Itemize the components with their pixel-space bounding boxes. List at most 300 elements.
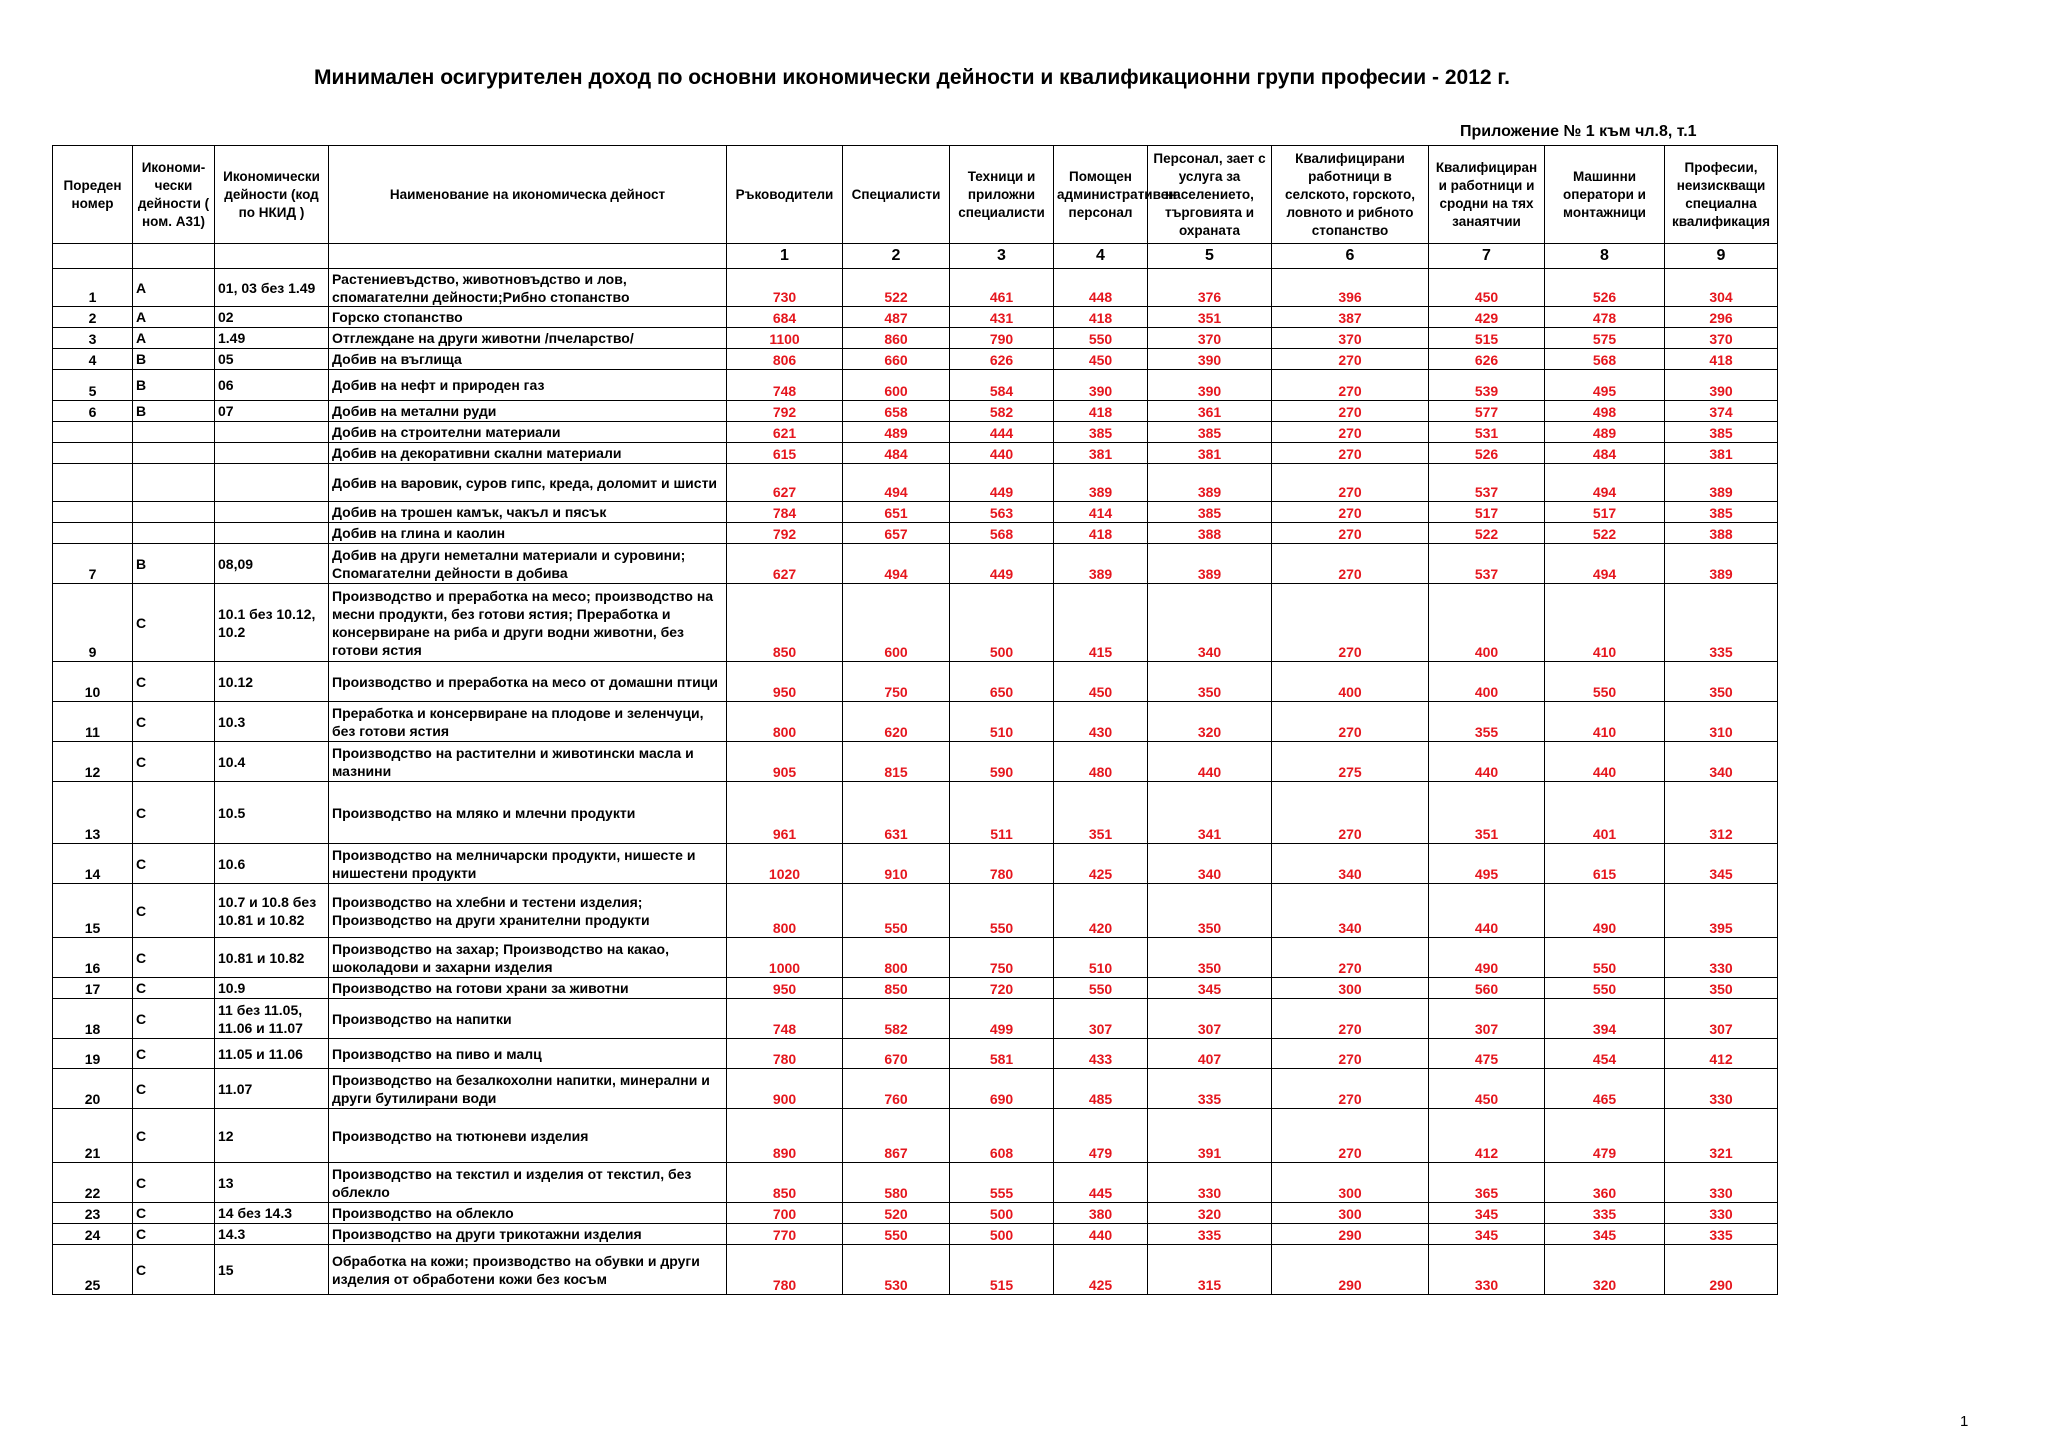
row-value-g1: 806 — [727, 349, 843, 370]
row-value-g7: 475 — [1429, 1039, 1545, 1069]
row-value-g1: 780 — [727, 1039, 843, 1069]
row-value-g3: 510 — [950, 702, 1054, 742]
row-value-g5: 370 — [1148, 328, 1272, 349]
row-value-g7: 351 — [1429, 782, 1545, 844]
row-value-g7: 517 — [1429, 502, 1545, 523]
header-name: Наименование на икономическа дейност — [329, 146, 727, 244]
row-activity-name: Добив на трошен камък, чакъл и пясък — [329, 502, 727, 523]
row-value-g2: 657 — [843, 523, 950, 544]
row-value-g6: 387 — [1272, 307, 1429, 328]
header-row — [53, 146, 1778, 244]
header-g7: Квалифициран и работници и сродни на тях занаятчии — [1429, 146, 1545, 244]
table-row — [53, 464, 1778, 502]
row-value-g1: 615 — [727, 443, 843, 464]
row-value-g6: 290 — [1272, 1245, 1429, 1295]
row-value-g9: 296 — [1665, 307, 1778, 328]
row-value-g2: 910 — [843, 844, 950, 884]
row-a31-code: C — [133, 742, 215, 782]
row-value-g7: 495 — [1429, 844, 1545, 884]
row-value-g7: 526 — [1429, 443, 1545, 464]
table-row — [53, 307, 1778, 328]
row-value-g6: 270 — [1272, 938, 1429, 978]
row-value-g3: 431 — [950, 307, 1054, 328]
row-a31-code — [133, 422, 215, 443]
row-value-g4: 380 — [1054, 1203, 1148, 1224]
row-value-g5: 385 — [1148, 422, 1272, 443]
colnum-5: 5 — [1148, 244, 1272, 269]
row-value-g4: 415 — [1054, 584, 1148, 662]
row-value-g6: 270 — [1272, 1039, 1429, 1069]
row-value-g9: 330 — [1665, 938, 1778, 978]
row-value-g7: 345 — [1429, 1224, 1545, 1245]
row-value-g3: 581 — [950, 1039, 1054, 1069]
row-value-g8: 489 — [1545, 422, 1665, 443]
row-value-g8: 335 — [1545, 1203, 1665, 1224]
row-a31-code: C — [133, 584, 215, 662]
row-value-g5: 350 — [1148, 884, 1272, 938]
row-nkid-code: 11.07 — [215, 1069, 329, 1109]
row-value-g7: 307 — [1429, 999, 1545, 1039]
colnum-4: 4 — [1054, 244, 1148, 269]
row-value-g2: 620 — [843, 702, 950, 742]
colnum-1: 1 — [727, 244, 843, 269]
row-value-g6: 270 — [1272, 999, 1429, 1039]
table-row — [53, 884, 1778, 938]
row-a31-code: C — [133, 782, 215, 844]
row-value-g3: 550 — [950, 884, 1054, 938]
row-nkid-code — [215, 464, 329, 502]
row-value-g3: 500 — [950, 584, 1054, 662]
row-index: 11 — [53, 702, 133, 742]
row-value-g6: 270 — [1272, 349, 1429, 370]
row-value-g4: 480 — [1054, 742, 1148, 782]
row-value-g8: 410 — [1545, 702, 1665, 742]
table-row — [53, 544, 1778, 584]
row-nkid-code: 05 — [215, 349, 329, 370]
row-value-g9: 390 — [1665, 370, 1778, 401]
row-nkid-code: 14 без 14.3 — [215, 1203, 329, 1224]
row-value-g8: 478 — [1545, 307, 1665, 328]
row-value-g6: 275 — [1272, 742, 1429, 782]
row-value-g4: 510 — [1054, 938, 1148, 978]
table-row — [53, 742, 1778, 782]
row-a31-code — [133, 523, 215, 544]
row-nkid-code: 10.4 — [215, 742, 329, 782]
row-activity-name: Производство на текстил и изделия от текстил, без облекло — [329, 1163, 727, 1203]
row-value-g9: 345 — [1665, 844, 1778, 884]
row-value-g6: 270 — [1272, 523, 1429, 544]
row-value-g5: 340 — [1148, 584, 1272, 662]
row-value-g2: 487 — [843, 307, 950, 328]
row-index — [53, 464, 133, 502]
row-value-g1: 627 — [727, 544, 843, 584]
row-value-g7: 400 — [1429, 662, 1545, 702]
row-value-g2: 580 — [843, 1163, 950, 1203]
row-value-g4: 420 — [1054, 884, 1148, 938]
header-a31: Икономи- чески дейности ( ном. А31) — [133, 146, 215, 244]
row-activity-name: Добив на варовик, суров гипс, креда, доломит и шисти — [329, 464, 727, 502]
row-value-g4: 448 — [1054, 269, 1148, 307]
row-value-g4: 550 — [1054, 978, 1148, 999]
row-value-g9: 395 — [1665, 884, 1778, 938]
row-index — [53, 502, 133, 523]
colnum-empty — [133, 244, 215, 269]
row-a31-code — [133, 443, 215, 464]
row-value-g7: 577 — [1429, 401, 1545, 422]
row-value-g3: 511 — [950, 782, 1054, 844]
row-index: 19 — [53, 1039, 133, 1069]
row-value-g6: 270 — [1272, 1069, 1429, 1109]
row-activity-name: Производство на захар; Производство на какао, шоколадови и захарни изделия — [329, 938, 727, 978]
row-value-g5: 307 — [1148, 999, 1272, 1039]
row-value-g2: 867 — [843, 1109, 950, 1163]
row-index: 25 — [53, 1245, 133, 1295]
row-a31-code: B — [133, 544, 215, 584]
row-value-g4: 550 — [1054, 328, 1148, 349]
row-value-g4: 418 — [1054, 523, 1148, 544]
row-a31-code: A — [133, 328, 215, 349]
row-value-g4: 485 — [1054, 1069, 1148, 1109]
row-value-g7: 450 — [1429, 1069, 1545, 1109]
row-value-g4: 418 — [1054, 401, 1148, 422]
row-a31-code: C — [133, 1203, 215, 1224]
row-value-g2: 658 — [843, 401, 950, 422]
row-value-g5: 315 — [1148, 1245, 1272, 1295]
row-value-g1: 905 — [727, 742, 843, 782]
row-value-g9: 335 — [1665, 1224, 1778, 1245]
row-nkid-code: 11 без 11.05, 11.06 и 11.07 — [215, 999, 329, 1039]
row-value-g5: 341 — [1148, 782, 1272, 844]
colnum-3: 3 — [950, 244, 1054, 269]
row-value-g8: 490 — [1545, 884, 1665, 938]
row-a31-code: B — [133, 349, 215, 370]
row-value-g2: 660 — [843, 349, 950, 370]
row-value-g9: 412 — [1665, 1039, 1778, 1069]
colnum-empty — [215, 244, 329, 269]
table-row — [53, 401, 1778, 422]
table-row — [53, 938, 1778, 978]
row-value-g8: 454 — [1545, 1039, 1665, 1069]
row-value-g5: 407 — [1148, 1039, 1272, 1069]
row-value-g5: 345 — [1148, 978, 1272, 999]
row-value-g2: 651 — [843, 502, 950, 523]
row-value-g7: 450 — [1429, 269, 1545, 307]
row-nkid-code: 10.12 — [215, 662, 329, 702]
row-index: 1 — [53, 269, 133, 307]
row-nkid-code: 13 — [215, 1163, 329, 1203]
row-value-g3: 449 — [950, 544, 1054, 584]
row-value-g1: 1020 — [727, 844, 843, 884]
row-nkid-code: 15 — [215, 1245, 329, 1295]
row-value-g9: 350 — [1665, 978, 1778, 999]
row-nkid-code — [215, 443, 329, 464]
row-value-g9: 330 — [1665, 1163, 1778, 1203]
row-value-g4: 414 — [1054, 502, 1148, 523]
row-value-g1: 780 — [727, 1245, 843, 1295]
row-value-g9: 330 — [1665, 1203, 1778, 1224]
row-value-g8: 410 — [1545, 584, 1665, 662]
table-row — [53, 370, 1778, 401]
row-nkid-code: 07 — [215, 401, 329, 422]
row-value-g3: 500 — [950, 1224, 1054, 1245]
row-value-g6: 300 — [1272, 1163, 1429, 1203]
row-nkid-code: 10.6 — [215, 844, 329, 884]
row-activity-name: Преработка и консервиране на плодове и зеленчуци, без готови ястия — [329, 702, 727, 742]
row-activity-name: Добив на метални руди — [329, 401, 727, 422]
row-a31-code: C — [133, 1109, 215, 1163]
row-value-g7: 412 — [1429, 1109, 1545, 1163]
row-value-g5: 340 — [1148, 844, 1272, 884]
table-row — [53, 443, 1778, 464]
row-value-g9: 340 — [1665, 742, 1778, 782]
row-index: 20 — [53, 1069, 133, 1109]
row-activity-name: Производство на мляко и млечни продукти — [329, 782, 727, 844]
row-activity-name: Добив на други неметални материали и суровини; Спомагателни дейности в добива — [329, 544, 727, 584]
row-value-g9: 321 — [1665, 1109, 1778, 1163]
row-value-g6: 270 — [1272, 401, 1429, 422]
row-activity-name: Производство на други трикотажни изделия — [329, 1224, 727, 1245]
row-a31-code: C — [133, 938, 215, 978]
row-index: 22 — [53, 1163, 133, 1203]
table-row — [53, 1109, 1778, 1163]
row-value-g9: 385 — [1665, 502, 1778, 523]
row-value-g9: 418 — [1665, 349, 1778, 370]
row-value-g6: 300 — [1272, 1203, 1429, 1224]
row-value-g4: 450 — [1054, 349, 1148, 370]
row-value-g7: 539 — [1429, 370, 1545, 401]
row-activity-name: Производство на растителни и животински масла и мазнини — [329, 742, 727, 782]
colnum-8: 8 — [1545, 244, 1665, 269]
row-value-g5: 388 — [1148, 523, 1272, 544]
row-activity-name: Производство на облекло — [329, 1203, 727, 1224]
income-table — [52, 145, 1778, 1295]
row-value-g3: 584 — [950, 370, 1054, 401]
row-a31-code: C — [133, 1163, 215, 1203]
table-row — [53, 584, 1778, 662]
row-activity-name: Производство на пиво и малц — [329, 1039, 727, 1069]
table-row — [53, 662, 1778, 702]
row-value-g9: 290 — [1665, 1245, 1778, 1295]
row-value-g3: 608 — [950, 1109, 1054, 1163]
row-a31-code: A — [133, 307, 215, 328]
row-activity-name: Обработка на кожи; производство на обувки и други изделия от обработени кожи без косъм — [329, 1245, 727, 1295]
row-value-g3: 440 — [950, 443, 1054, 464]
row-value-g8: 526 — [1545, 269, 1665, 307]
row-value-g5: 330 — [1148, 1163, 1272, 1203]
row-value-g6: 290 — [1272, 1224, 1429, 1245]
row-index: 5 — [53, 370, 133, 401]
header-g4: Помощен административен персонал — [1054, 146, 1148, 244]
row-value-g4: 390 — [1054, 370, 1148, 401]
row-value-g4: 445 — [1054, 1163, 1148, 1203]
row-value-g7: 560 — [1429, 978, 1545, 999]
row-value-g2: 600 — [843, 370, 950, 401]
row-value-g4: 430 — [1054, 702, 1148, 742]
row-value-g5: 350 — [1148, 662, 1272, 702]
row-value-g7: 522 — [1429, 523, 1545, 544]
row-value-g7: 440 — [1429, 742, 1545, 782]
row-value-g9: 307 — [1665, 999, 1778, 1039]
row-value-g6: 270 — [1272, 1109, 1429, 1163]
row-activity-name: Добив на въглища — [329, 349, 727, 370]
row-value-g3: 515 — [950, 1245, 1054, 1295]
row-nkid-code: 10.81 и 10.82 — [215, 938, 329, 978]
table-row — [53, 523, 1778, 544]
row-value-g6: 270 — [1272, 422, 1429, 443]
row-nkid-code: 10.9 — [215, 978, 329, 999]
table-row — [53, 702, 1778, 742]
row-value-g1: 1100 — [727, 328, 843, 349]
row-value-g6: 270 — [1272, 370, 1429, 401]
colnum-2: 2 — [843, 244, 950, 269]
row-nkid-code — [215, 422, 329, 443]
table-row — [53, 1203, 1778, 1224]
row-value-g8: 495 — [1545, 370, 1665, 401]
row-value-g1: 1000 — [727, 938, 843, 978]
table-row — [53, 844, 1778, 884]
table-row — [53, 782, 1778, 844]
row-a31-code: C — [133, 702, 215, 742]
table-row — [53, 502, 1778, 523]
row-value-g3: 500 — [950, 1203, 1054, 1224]
row-value-g5: 335 — [1148, 1069, 1272, 1109]
row-value-g2: 815 — [843, 742, 950, 782]
row-nkid-code: 01, 03 без 1.49 — [215, 269, 329, 307]
row-value-g6: 340 — [1272, 884, 1429, 938]
row-value-g8: 568 — [1545, 349, 1665, 370]
row-activity-name: Добив на нефт и природен газ — [329, 370, 727, 401]
row-value-g6: 270 — [1272, 443, 1429, 464]
row-value-g1: 684 — [727, 307, 843, 328]
row-value-g9: 312 — [1665, 782, 1778, 844]
row-value-g3: 690 — [950, 1069, 1054, 1109]
row-value-g5: 390 — [1148, 349, 1272, 370]
row-value-g2: 582 — [843, 999, 950, 1039]
row-value-g5: 389 — [1148, 544, 1272, 584]
row-value-g7: 626 — [1429, 349, 1545, 370]
row-value-g5: 390 — [1148, 370, 1272, 401]
row-value-g1: 792 — [727, 401, 843, 422]
row-value-g2: 550 — [843, 884, 950, 938]
row-value-g1: 961 — [727, 782, 843, 844]
row-value-g3: 626 — [950, 349, 1054, 370]
row-nkid-code — [215, 502, 329, 523]
row-value-g4: 418 — [1054, 307, 1148, 328]
header-g8: Машинни оператори и монтажници — [1545, 146, 1665, 244]
header-idx: Пореден номер — [53, 146, 133, 244]
row-value-g6: 270 — [1272, 782, 1429, 844]
row-value-g9: 388 — [1665, 523, 1778, 544]
row-value-g1: 800 — [727, 884, 843, 938]
row-value-g6: 270 — [1272, 702, 1429, 742]
row-value-g9: 374 — [1665, 401, 1778, 422]
row-value-g1: 950 — [727, 978, 843, 999]
row-value-g8: 575 — [1545, 328, 1665, 349]
row-value-g6: 270 — [1272, 584, 1429, 662]
row-value-g8: 494 — [1545, 464, 1665, 502]
row-value-g8: 550 — [1545, 938, 1665, 978]
row-nkid-code: 08,09 — [215, 544, 329, 584]
row-value-g1: 850 — [727, 1163, 843, 1203]
row-a31-code: C — [133, 1224, 215, 1245]
row-value-g5: 385 — [1148, 502, 1272, 523]
row-nkid-code: 02 — [215, 307, 329, 328]
row-value-g9: 335 — [1665, 584, 1778, 662]
row-value-g8: 345 — [1545, 1224, 1665, 1245]
row-value-g3: 563 — [950, 502, 1054, 523]
row-value-g5: 391 — [1148, 1109, 1272, 1163]
row-value-g4: 425 — [1054, 1245, 1148, 1295]
row-activity-name: Производство на готови храни за животни — [329, 978, 727, 999]
colnum-empty — [329, 244, 727, 269]
row-value-g3: 444 — [950, 422, 1054, 443]
row-value-g3: 590 — [950, 742, 1054, 782]
colnum-9: 9 — [1665, 244, 1778, 269]
header-g5: Персонал, зает с услуга за населението, търговията и охраната — [1148, 146, 1272, 244]
row-index: 6 — [53, 401, 133, 422]
row-a31-code: C — [133, 999, 215, 1039]
row-value-g4: 450 — [1054, 662, 1148, 702]
page-title: Минимален осигурителен доход по основни икономически дейности и квалификационни групи професии - 2012 г. — [314, 66, 1510, 89]
appendix-label: Приложение № 1 към чл.8, т.1 — [1460, 123, 1697, 140]
row-value-g1: 792 — [727, 523, 843, 544]
header-g2: Специалисти — [843, 146, 950, 244]
row-nkid-code: 11.05 и 11.06 — [215, 1039, 329, 1069]
row-value-g8: 615 — [1545, 844, 1665, 884]
row-value-g5: 320 — [1148, 702, 1272, 742]
row-activity-name: Производство на хлебни и тестени изделия; Производство на други хранителни продукти — [329, 884, 727, 938]
row-value-g9: 310 — [1665, 702, 1778, 742]
row-value-g8: 550 — [1545, 978, 1665, 999]
row-value-g5: 350 — [1148, 938, 1272, 978]
row-nkid-code: 10.3 — [215, 702, 329, 742]
row-activity-name: Производство на напитки — [329, 999, 727, 1039]
row-activity-name: Производство и преработка на месо; производство на месни продукти, без готови ястия; Преработка и консервиране на риба и други водни животни, без готови ястия — [329, 584, 727, 662]
row-value-g2: 550 — [843, 1224, 950, 1245]
row-a31-code — [133, 502, 215, 523]
row-value-g2: 850 — [843, 978, 950, 999]
header-g9: Професии, неизискващи специална квалификация — [1665, 146, 1778, 244]
row-value-g8: 550 — [1545, 662, 1665, 702]
row-value-g1: 850 — [727, 584, 843, 662]
row-value-g2: 670 — [843, 1039, 950, 1069]
colnum-empty — [53, 244, 133, 269]
header-nkid: Икономически дейности (код по НКИД ) — [215, 146, 329, 244]
row-value-g8: 320 — [1545, 1245, 1665, 1295]
row-value-g4: 307 — [1054, 999, 1148, 1039]
row-value-g9: 304 — [1665, 269, 1778, 307]
row-value-g1: 730 — [727, 269, 843, 307]
row-value-g2: 760 — [843, 1069, 950, 1109]
row-value-g3: 650 — [950, 662, 1054, 702]
row-value-g7: 365 — [1429, 1163, 1545, 1203]
row-index: 7 — [53, 544, 133, 584]
row-nkid-code: 14.3 — [215, 1224, 329, 1245]
table-row — [53, 1039, 1778, 1069]
row-value-g4: 389 — [1054, 464, 1148, 502]
row-a31-code: C — [133, 978, 215, 999]
row-activity-name: Растениевъдство, животновъдство и лов, спомагателни дейности;Рибно стопанство — [329, 269, 727, 307]
row-value-g2: 860 — [843, 328, 950, 349]
row-value-g8: 394 — [1545, 999, 1665, 1039]
row-value-g4: 381 — [1054, 443, 1148, 464]
table-row — [53, 269, 1778, 307]
row-value-g2: 800 — [843, 938, 950, 978]
table-row — [53, 422, 1778, 443]
row-activity-name: Отглеждане на други животни /пчеларство/ — [329, 328, 727, 349]
row-value-g4: 385 — [1054, 422, 1148, 443]
row-value-g1: 784 — [727, 502, 843, 523]
